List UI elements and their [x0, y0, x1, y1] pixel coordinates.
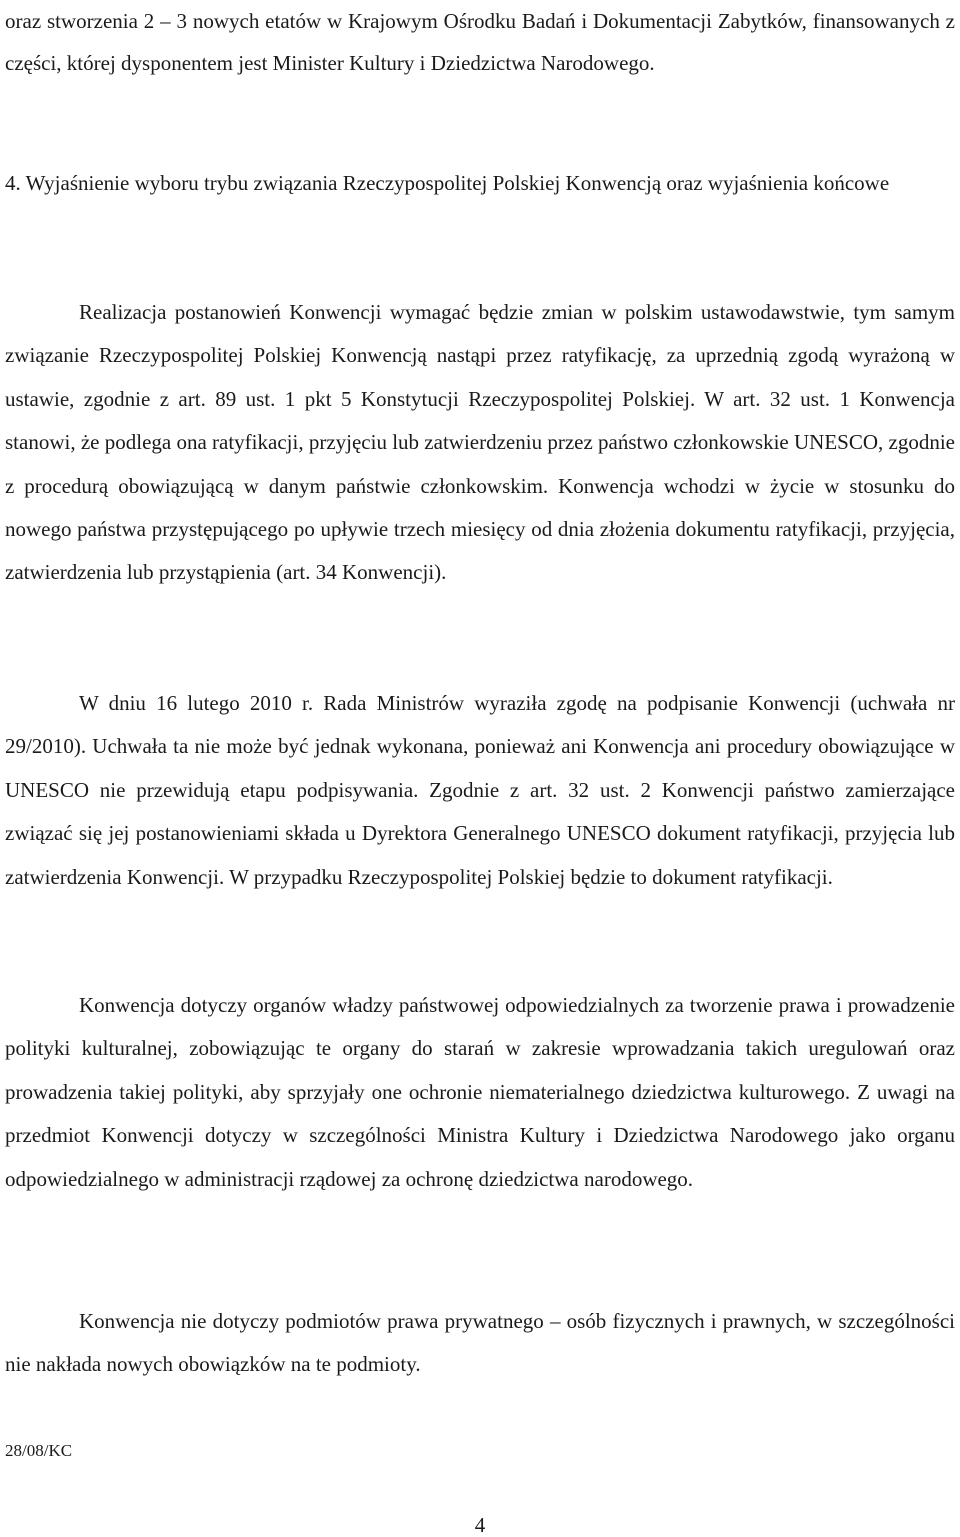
body-paragraph-1: Realizacja postanowień Konwencji wymagać będzie zmian w polskim ustawodawstwie, tym samym związanie Rzeczypospolitej Polskiej Konwencją nastąpi przez ratyfikację, za uprzednią zgodą wyrażoną w ustawie, zgodnie z art. 89 ust. 1 pkt 5 Konstytucji Rzeczypospolitej Polskiej. W art. 32 ust. 1 Konwencja stanowi, że podlega ona ratyfikacji, przyjęciu lub zatwierdzeniu przez państwo członkowskie UNESCO, zgodnie z procedurą obowiązującą w danym państwie członkowskim. Konwencja wchodzi w życie w stosunku do nowego państwa przystępującego po upływie trzech miesięcy od dnia złożenia dokumentu ratyfikacji, przyjęcia, zatwierdzenia lub przystąpienia (art. 34 Konwencji). — [5, 300, 955, 585]
document-page — [5, 0, 955, 1537]
intro-paragraph: oraz stworzenia 2 – 3 nowych etatów w Krajowym Ośrodku Badań i Dokumentacji Zabytków, finansowanych z części, której dysponentem jest Minister Kultury i Dziedzictwa Narodowego. — [5, 9, 955, 75]
body-paragraph-2: W dniu 16 lutego 2010 r. Rada Ministrów wyraziła zgodę na podpisanie Konwencji (uchwała nr 29/2010). Uchwała ta nie może być jednak wykonana, ponieważ ani Konwencja ani procedury obowiązujące w UNESCO nie przewidują etapu podpisywania. Zgodnie z art. 32 ust. 2 Konwencji państwo zamierzające związać się jej postanowieniami składa u Dyrektora Generalnego UNESCO dokument ratyfikacji, przyjęcia lub zatwierdzenia Konwencji. W przypadku Rzeczypospolitej Polskiej będzie to dokument ratyfikacji. — [5, 691, 955, 889]
section-heading: 4. Wyjaśnienie wyboru trybu związania Rzeczypospolitej Polskiej Konwencją oraz wyjaśnienia końcowe — [5, 171, 890, 195]
page-number: 4 — [474, 1513, 486, 1537]
body-paragraph-3: Konwencja dotyczy organów władzy państwowej odpowiedzialnych za tworzenie prawa i prowadzenie polityki kulturalnej, zobowiązując te organy do starań w zakresie wprowadzania takich uregulowań oraz prowadzenia takiej polityki, aby sprzyjały one ochronie niematerialnego dziedzictwa kulturowego. Z uwagi na przedmiot Konwencji dotyczy w szczególności Ministra Kultury i Dziedzictwa Narodowego jako organu odpowiedzialnego w administracji rządowej za ochronę dziedzictwa narodowego. — [5, 993, 955, 1191]
reference-code: 28/08/KC — [5, 1441, 73, 1460]
body-paragraph-4: Konwencja nie dotyczy podmiotów prawa prywatnego – osób fizycznych i prawnych, w szczególności nie nakłada nowych obowiązków na te podmioty. — [5, 1309, 955, 1377]
